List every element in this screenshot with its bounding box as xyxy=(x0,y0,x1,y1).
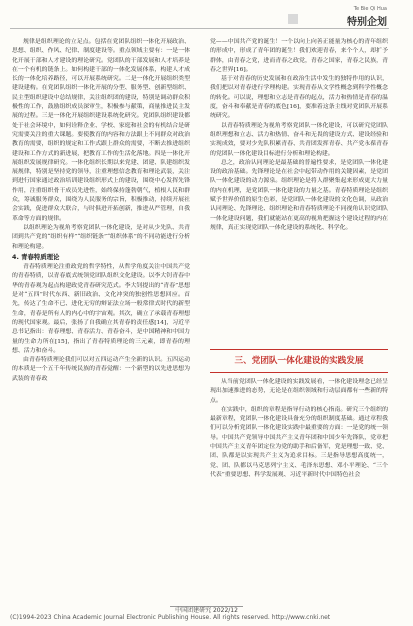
copyright-notice: (C)1994-2023 China Academic Journal Electronic Publishing House. All rights reserved. http://www.cnki.net xyxy=(10,614,331,621)
right-column-lower xyxy=(210,378,388,480)
paragraph: 以组织理论为视角考察党团队一体化建设，是对从少先队、共青团到共产党的“组织有样”“组织链条”“组织体系”的不同功能进行分析和理论构建。 xyxy=(12,224,190,250)
paragraph: 在实践中，组织的章程是指导行动的核心指南。研究三个组织的最新章程，党团队一体化建设具备充分的组织制度基础。通过章程我们可以分析党团队一体化建设实践中最重要的方面：一是党的统一领导。中国共产党领导中国共产主义青年团和中国少年先锋队，党章把中国共产主义青年团定位为党的助手和后备军，党是理想一致、党、团、队都是以实现共产主义为追求目标。三是指导思想高度统一，党、团、队都以马克思列宁主义、毛泽东思想、邓小平理论、“三个代表”重要思想、科学发展观、习近平新时代中国特色社会 xyxy=(210,406,388,478)
header-title: 特别企划 xyxy=(347,17,387,28)
page-number: 中国团建研究 2022/12 xyxy=(175,607,238,614)
page-header xyxy=(0,0,413,36)
paragraph: 从当前党团队一体化建设的实践发展看，一体化建设理念已经呈现出加速推进的态势，无论是在组织领域和行动层面都有一些新的特点。 xyxy=(210,379,388,404)
header-pinyin: Te Bie Qi Hua xyxy=(353,6,387,12)
paragraph: 基于对青春的历史发展和在政治生活中发生的独特作用的认识，我们把以对青春进行学理构建。实现青春从文学性概念到科学性概念的转化。可以说，理想和立志是青春的起点，活力和热情是青春的温度，奋斗和奉献是青春的底色[16]，要准着这条主线对党团队开展系统研究。 xyxy=(210,76,388,120)
section-heading-box xyxy=(210,349,388,373)
right-column xyxy=(210,38,388,233)
paragraph: 以青春特质理论为视角考察党团队一体化建设，可以研究党团队组织理想和立志、活力和热情、奋斗和无畏的建设方式、建设经验和实现成效，要对少先队积累青春、共青团发挥青春、共产党永葆青春的党团队一体化建设目标进行分析和理论构建。 xyxy=(210,122,388,157)
section-heading: 三、党团队一体化建设的实践发展 xyxy=(234,356,364,366)
subsection-heading: 4. 青春特质理论 xyxy=(12,252,60,261)
paragraph: 青春特质理论注重政党的哲学特性，从哲学角度关注中国共产党的青春特质，以青春底式统领党团队组织文化建设。以李大钊青春中华的青春观为起点构建政党青春研究范式。李大钊提出的“青春”思想是对“五四”时代东西、新旧政治、文化冲突的独创性思想回应。首先，传达了生命不已、进化无穷的辩证法立场一般常律式时代的新型生命，青春是所有人的内心中的宇宙观。其次，确立了承载青春理想的现代国家观。最后，张扬了自我确立其青春的责任感[14]，习近平总书记指出：青春理想、青春活力、青春奋斗，是中国精神和中国力量的生命力所在[15]，指出了青春特质理论的三元素，即青春的理想、活力和奋斗。 xyxy=(12,264,190,354)
paragraph: 总之，政治认同理论是最基础的普遍性要求，是党团队一体化建设的政治基础。先锋理论是在社会中起带动作用的关键因素，是党团队一体化建设的动力源泉。组织理论是将人群聚集起来形成更大力量的内在机理，是党团队一体化建设的力量之基。青春特质理论是组织赋予世界价值的原生色彩，是党团队一体化建设的文化色调，从政治认同理论、先锋理论、组织理论和青春特质理论不同视角认识党团队一体化建设问题，我们就能站在更高的视角把握这个建设过程的内在规律，真正实现党团队一体化建设的系统化、科学化。 xyxy=(210,159,388,231)
paragraph: 规律是组织理论的立足点。包括在党团队组织一体化开展政治、思想、组织、作风、纪律、制度建设等。重点领域主要有：一是一体化开展干部和人才建设的理论研究。党团队的干部发展和人才培养是在一个有机的链条上。如何构建干部的一体化发展体系，构建人才成长的一体化培养路径，可以开展系统研究。二是一体化开展组织类型建设建构。在党团队组织一体化开展的分型、服务型、创新型组织、民主型组织建设中总结规律，关注组织团的建设，特别是调动群众积极性的工作，鼓励组织成员深审生，积极参与献策，商量推进民主发展的过程。三是一体化开展组织建设系统化研究。党团队组织建设都处于社会环境中，如何诠释企业、学校、家庭和社会的有机结合是研究需要关注的重大课题。要使教育的内容和方法跟上不同群众对政治教育的需要，组织的规定和工作式跟上群众的需要，不断去推进组织建设和工作方式的新进展，把教育工作的生活化落地。四是一体化开展组织发展规律研究。一体化组织长期以来党建、团建、队建组织发展规律，特别是坚持党的领导，注重理想信念教育和理论武装，关注到进行国家通过政治培训建设组织形式上的建设，围绕中心发挥先锋作用，注重组织骨干成员先进性，始终保持蓬勃朝气，植根人民和群众，筹诚服务群众，围绕为人民服务的宗旨，积极推动，持续开展社会实践，促进群众大联合，与时俱进开拓创新，推进从严管理，自我革命等方面的规律。 xyxy=(12,39,190,222)
left-column xyxy=(12,38,190,384)
header-decor-bar xyxy=(288,14,298,24)
header-rule xyxy=(10,28,389,29)
paragraph: 由青春特质理论我们可以对五四运动产生全新的认识。五四运动的本质是一个五千年传统民族的青春觉醒：一个新型的以先进思想为武装的青春政 xyxy=(12,357,190,382)
paragraph: 党——中国共产党的诞生！一个以向上向善正能量为核心的青年组织的形成中，形成了青年团的诞生！我们欢迎青春，来个个人，却扩予群体，由青春之党，进而青春之政党，青春之国家，青春之民族，青春之世界[16]。 xyxy=(210,39,388,73)
